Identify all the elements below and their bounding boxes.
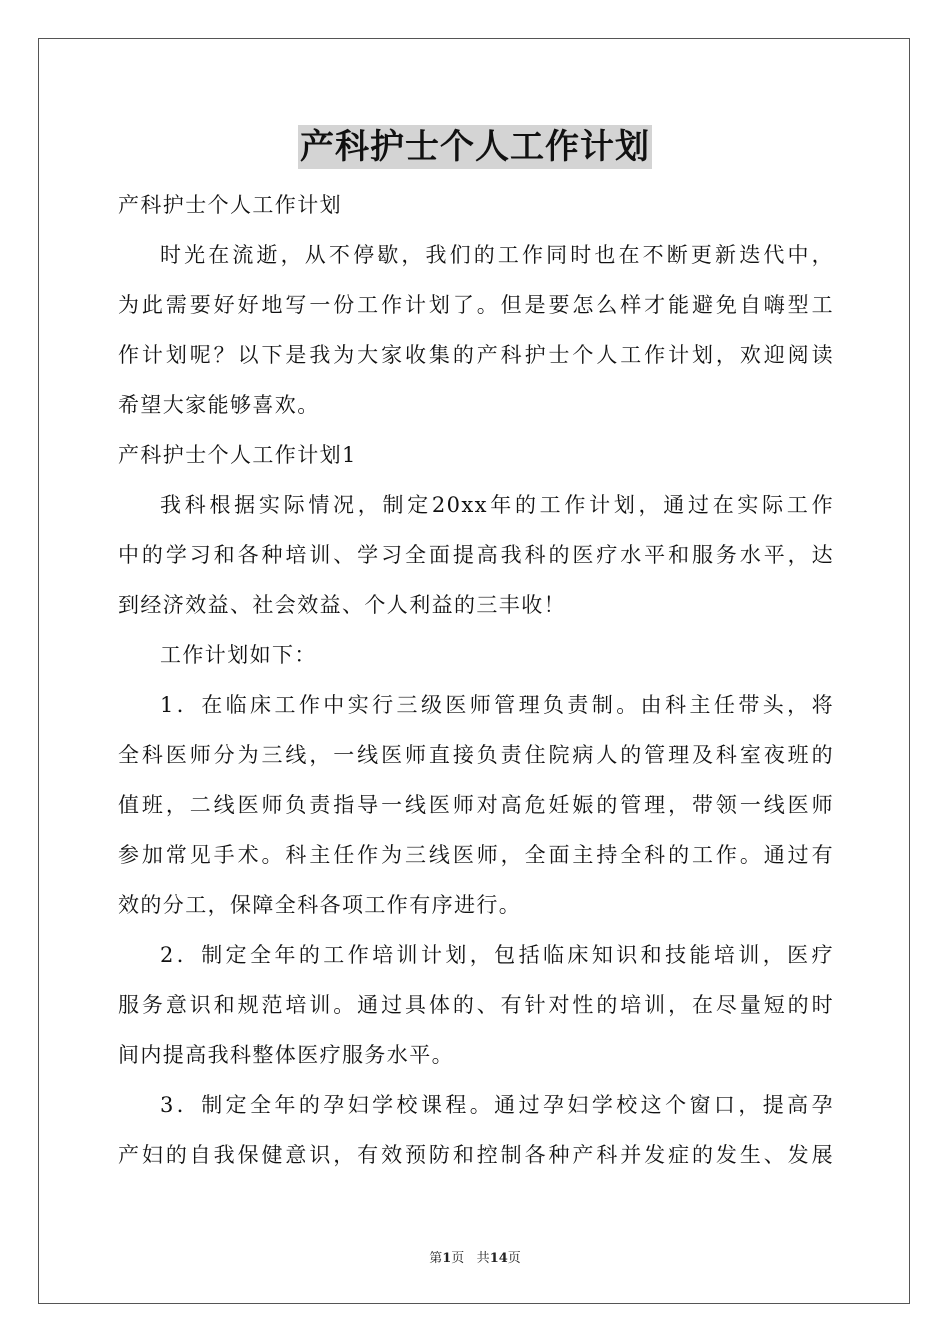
paragraph-line: 参加常见手术。科主任作为三线医师，全面主持全科的工作。通过有 (118, 843, 834, 867)
paragraph-line: 为此需要好好地写一份工作计划了。但是要怎么样才能避免自嗨型工 (118, 293, 834, 317)
title-wrap (0, 125, 950, 169)
paragraph-line: 中的学习和各种培训、学习全面提高我科的医疗水平和服务水平，达 (118, 543, 834, 567)
paragraph-line: 值班，二线医师负责指导一线医师对高危妊娠的管理，带领一线医师 (118, 793, 834, 817)
paragraph-line: 希望大家能够喜欢。 (118, 393, 320, 417)
footer-total-pages: 14 (489, 1251, 508, 1266)
footer-total-suffix: 页 (507, 1251, 521, 1266)
paragraph-line: 2．制定全年的工作培训计划，包括临床知识和技能培训，医疗 (160, 943, 834, 967)
paragraph-line: 我科根据实际情况，制定20xx年的工作计划，通过在实际工作 (160, 493, 834, 517)
page-footer (0, 1247, 950, 1266)
footer-prefix: 第 (429, 1251, 443, 1266)
footer-page-number: 1 (442, 1251, 452, 1266)
footer-page-suffix: 页 (451, 1251, 465, 1266)
document-title: 产科护士个人工作计划 (300, 127, 650, 167)
paragraph-line: 服务意识和规范培训。通过具体的、有针对性的培训，在尽量短的时 (118, 993, 834, 1017)
paragraph-line: 作计划呢？以下是我为大家收集的产科护士个人工作计划，欢迎阅读 (118, 343, 834, 367)
subtitle-line: 产科护士个人工作计划 (118, 193, 342, 217)
paragraph-line: 效的分工，保障全科各项工作有序进行。 (118, 893, 522, 917)
paragraph-line: 间内提高我科整体医疗服务水平。 (118, 1043, 454, 1067)
section-heading: 产科护士个人工作计划1 (118, 443, 357, 467)
paragraph-line: 工作计划如下： (160, 643, 317, 667)
paragraph-line: 到经济效益、社会效益、个人利益的三丰收！ (118, 593, 566, 617)
paragraph-line: 产妇的自我保健意识，有效预防和控制各种产科并发症的发生、发展 (118, 1143, 834, 1167)
paragraph-line: 3．制定全年的孕妇学校课程。通过孕妇学校这个窗口，提高孕 (160, 1093, 834, 1117)
paragraph-line: 时光在流逝，从不停歇，我们的工作同时也在不断更新迭代中， (160, 243, 834, 267)
footer-total-prefix: 共 (476, 1251, 490, 1266)
paragraph-line: 1．在临床工作中实行三级医师管理负责制。由科主任带头，将 (160, 693, 834, 717)
paragraph-line: 全科医师分为三线，一线医师直接负责住院病人的管理及科室夜班的 (118, 743, 834, 767)
document-body (118, 180, 834, 1180)
